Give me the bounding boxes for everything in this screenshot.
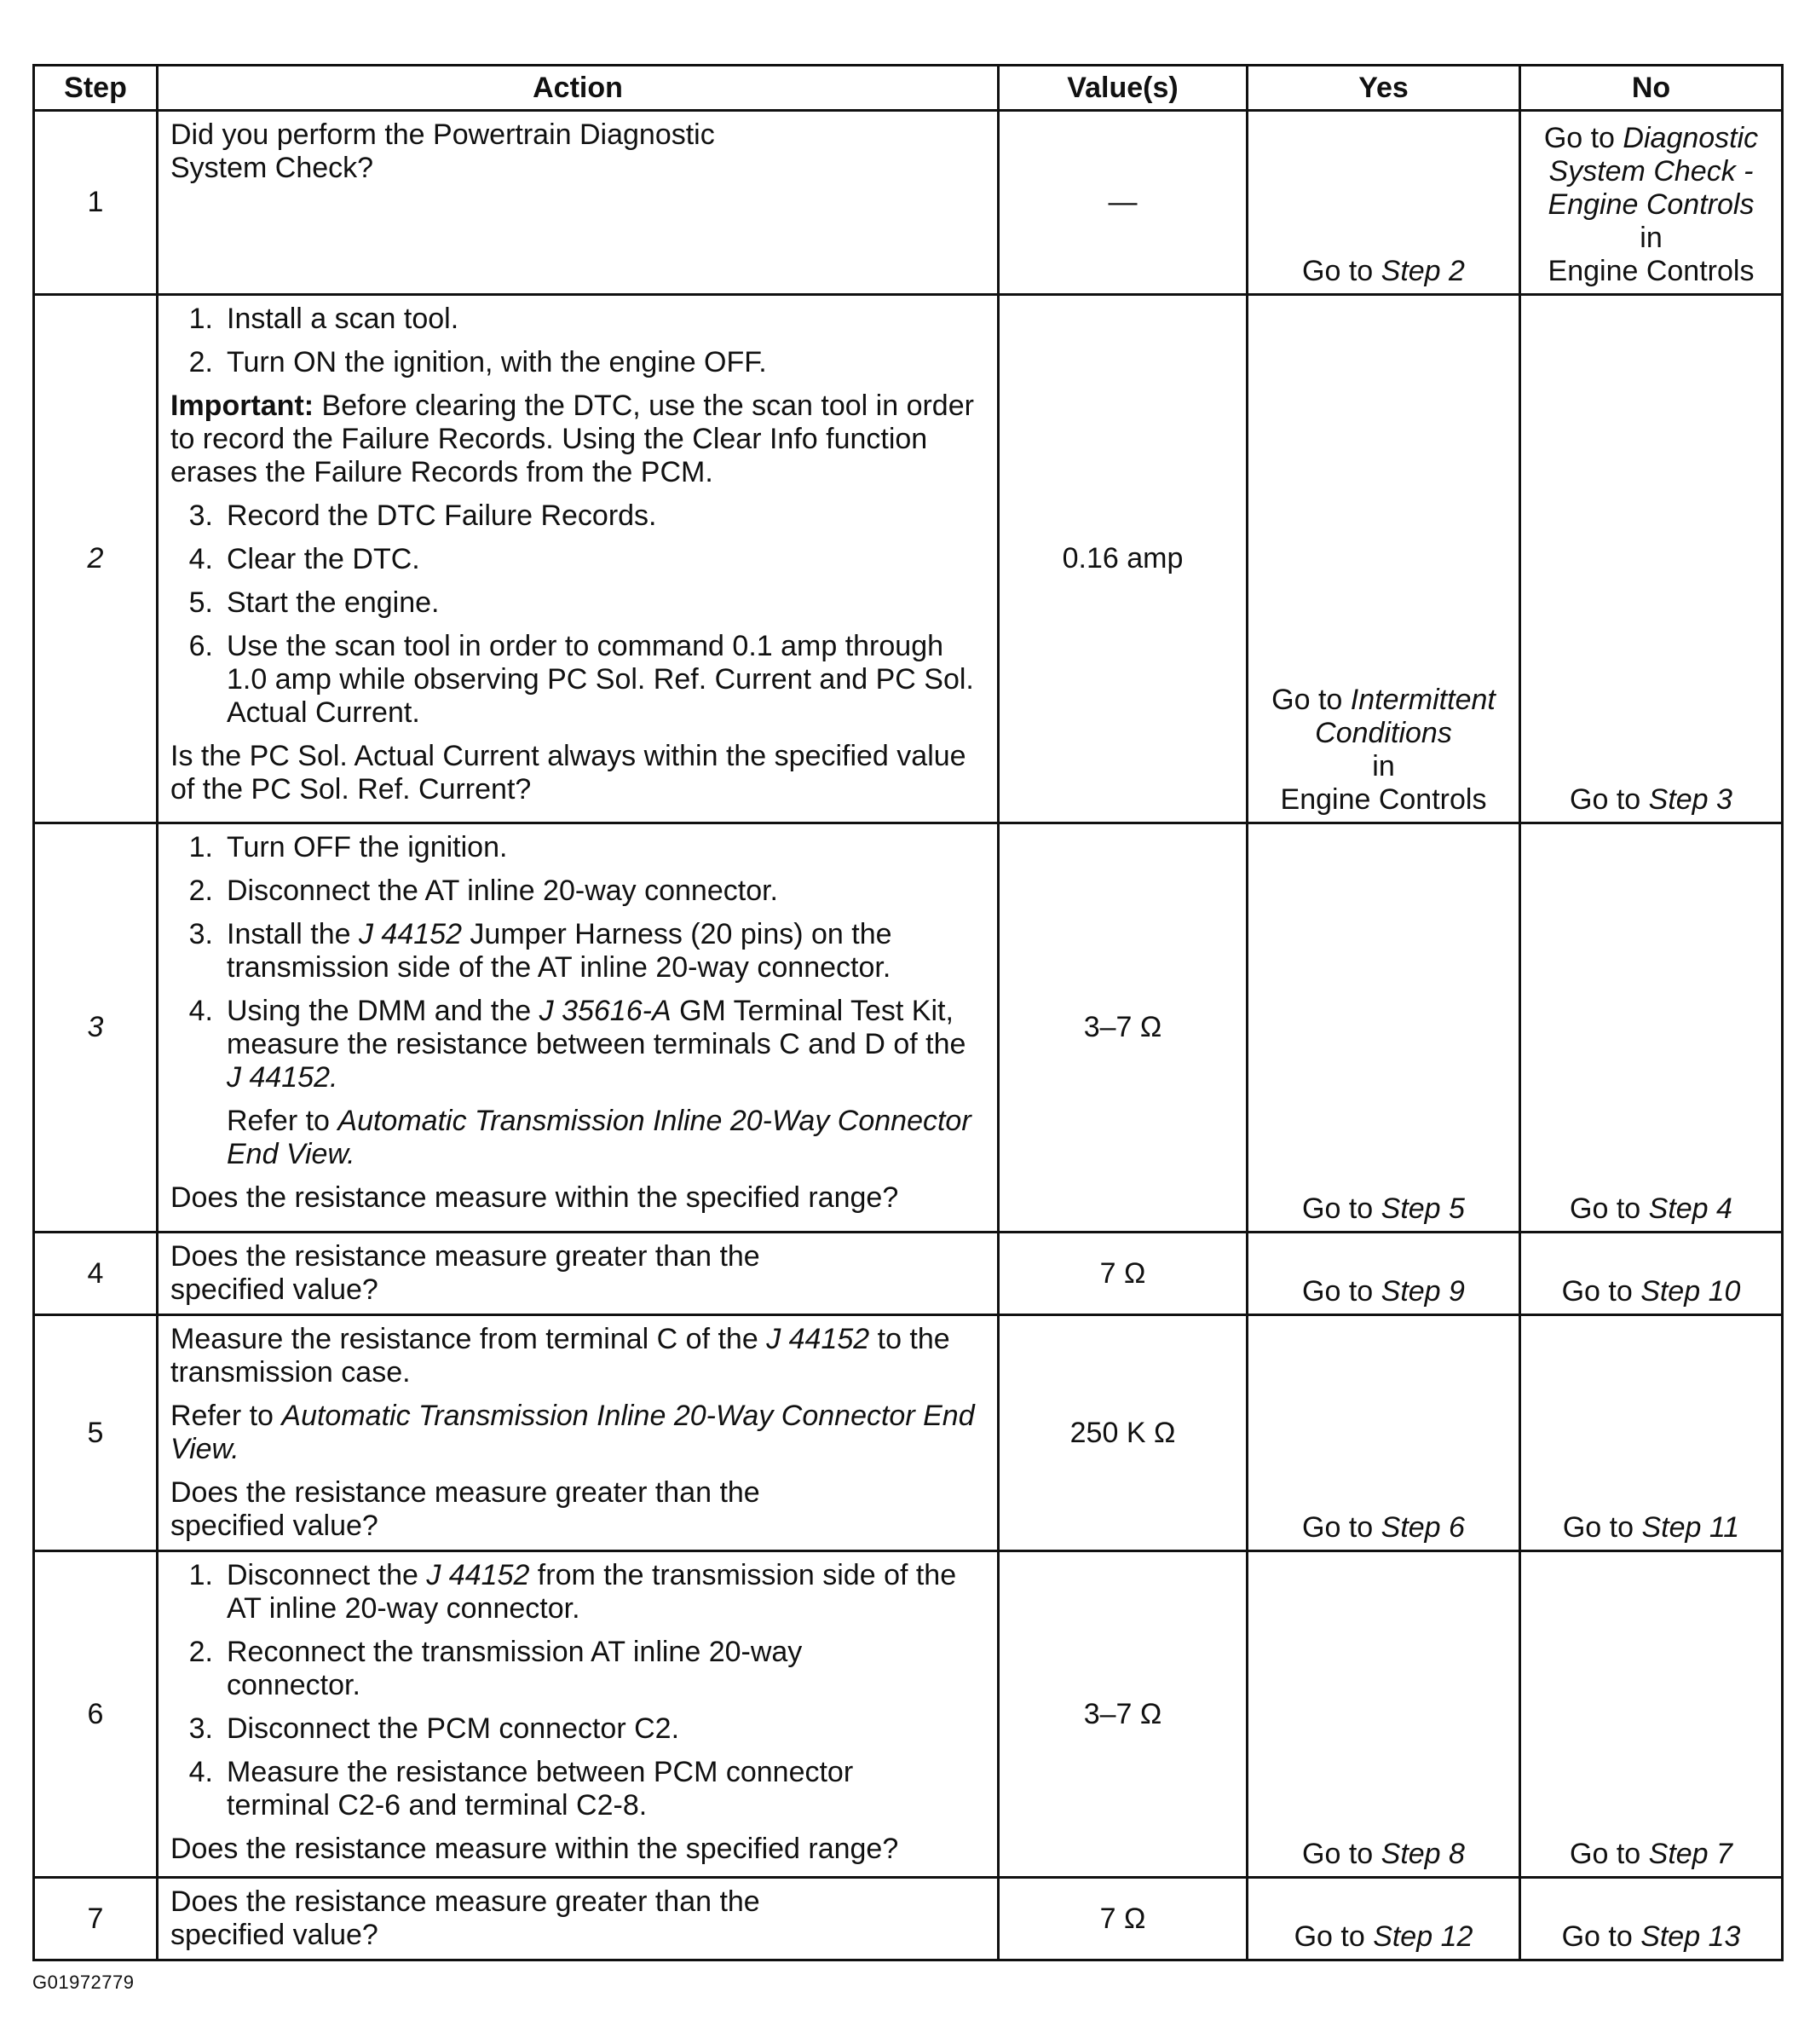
yes-cell	[1248, 1551, 1520, 1878]
list-item	[170, 346, 987, 379]
connector-view-link[interactable]: Automatic Transmission Inline 20-Way Connector End View.	[227, 1105, 971, 1170]
list-number: 2.	[188, 1636, 213, 1668]
list-number: 1.	[188, 831, 213, 863]
step-number: 2	[34, 295, 158, 823]
action-text	[170, 1323, 987, 1389]
list-number: 6.	[188, 630, 213, 662]
no-cell	[1520, 111, 1783, 295]
list-number: 2.	[188, 346, 213, 378]
yes-prefix: Go to	[1271, 684, 1351, 716]
step-number: 6	[34, 1551, 158, 1878]
no-cell	[1520, 1551, 1783, 1878]
tool-reference: J 44152	[358, 918, 462, 950]
list-item	[170, 586, 987, 620]
question-text: Does the resistance measure within the specified range?	[170, 1181, 899, 1214]
diagnostic-table	[32, 64, 1784, 1961]
no-cell	[1520, 1233, 1783, 1315]
step-link[interactable]: Step 10	[1640, 1275, 1741, 1308]
list-number: 3.	[188, 918, 213, 950]
yes-cell	[1248, 1233, 1520, 1315]
header-action: Action	[158, 66, 999, 111]
value-cell: 250 K Ω	[999, 1315, 1248, 1551]
list-number: 3.	[188, 499, 213, 532]
text-segment: Refer to	[170, 1400, 282, 1432]
no-cell	[1520, 1878, 1783, 1960]
step-number: 4	[34, 1233, 158, 1315]
yes-cell	[1248, 111, 1520, 295]
header-yes: Yes	[1248, 66, 1520, 111]
in-text: in	[1640, 222, 1663, 254]
diagnostic-table-container	[32, 64, 1781, 1961]
step-link[interactable]: Step 9	[1381, 1275, 1465, 1308]
question-text: Does the resistance measure greater than the specified value?	[170, 1476, 760, 1542]
table-row-step-3	[34, 823, 1783, 1233]
question-text: Does the resistance measure within the specified range?	[170, 1833, 899, 1865]
important-label: Important:	[170, 390, 314, 422]
text-segment: Refer to	[227, 1105, 338, 1137]
table-row-step-4	[34, 1233, 1783, 1315]
manual-section: Engine Controls	[1280, 783, 1487, 816]
list-item	[170, 1712, 987, 1746]
list-number: 1.	[188, 1559, 213, 1591]
intermittent-conditions-link[interactable]: Intermittent Conditions	[1315, 684, 1496, 749]
value-cell: 0.16 amp	[999, 295, 1248, 823]
action-cell	[158, 295, 999, 823]
step-link[interactable]: Step 6	[1381, 1511, 1465, 1544]
text-segment: to the transmission case.	[170, 1323, 950, 1389]
list-item	[170, 303, 987, 336]
list-item	[170, 1756, 987, 1822]
tool-reference: J 35616-A	[539, 995, 672, 1027]
list-item	[170, 1636, 987, 1702]
list-number: 2.	[188, 875, 213, 907]
list-text	[227, 995, 987, 1171]
text-segment: Measure the resistance from terminal C of the	[170, 1323, 767, 1355]
list-text: Disconnect the AT inline 20-way connector.	[227, 875, 778, 907]
no-prefix: Go to	[1561, 1275, 1641, 1308]
value-cell: 3–7 Ω	[999, 823, 1248, 1233]
no-prefix: Go to	[1570, 1192, 1649, 1225]
no-prefix: Go to	[1562, 1511, 1642, 1544]
list-text: Turn OFF the ignition.	[227, 831, 508, 863]
tool-reference: J 44152	[426, 1559, 530, 1591]
list-text: Turn ON the ignition, with the engine OFF.	[227, 346, 767, 378]
step-link[interactable]: Step 4	[1648, 1192, 1732, 1225]
value-cell: 3–7 Ω	[999, 1551, 1248, 1878]
step-link[interactable]: Step 2	[1381, 255, 1465, 287]
no-cell	[1520, 1315, 1783, 1551]
list-text: Start the engine.	[227, 586, 440, 619]
yes-prefix: Go to	[1302, 1275, 1381, 1308]
list-item	[170, 995, 987, 1171]
action-cell	[158, 823, 999, 1233]
table-row-step-5	[34, 1315, 1783, 1551]
text-segment: Using the DMM and the	[227, 995, 539, 1027]
action-cell	[158, 1315, 999, 1551]
tool-reference: J 44152	[766, 1323, 870, 1355]
table-row-step-7	[34, 1878, 1783, 1960]
action-text: Did you perform the Powertrain Diagnostic System Check?	[170, 118, 715, 184]
refer-note	[170, 1400, 987, 1466]
table-row-step-2	[34, 295, 1783, 823]
header-no: No	[1520, 66, 1783, 111]
yes-prefix: Go to	[1302, 1838, 1381, 1870]
header-values: Value(s)	[999, 66, 1248, 111]
list-item	[170, 831, 987, 864]
step-link[interactable]: Step 13	[1640, 1920, 1741, 1953]
question-text: Is the PC Sol. Actual Current always within the specified value of the PC Sol. Ref. Current?	[170, 740, 966, 805]
step-link[interactable]: Step 3	[1648, 783, 1732, 816]
header-step: Step	[34, 66, 158, 111]
list-text: Install a scan tool.	[227, 303, 459, 335]
no-prefix: Go to	[1561, 1920, 1641, 1953]
yes-prefix: Go to	[1294, 1920, 1374, 1953]
action-cell	[158, 1878, 999, 1960]
list-text: Measure the resistance between PCM connector terminal C2-6 and terminal C2-8.	[227, 1756, 854, 1822]
list-number: 1.	[188, 303, 213, 335]
list-number: 4.	[188, 543, 213, 575]
connector-view-link[interactable]: Automatic Transmission Inline 20-Way Connector End View.	[170, 1400, 975, 1465]
action-cell	[158, 1551, 999, 1878]
yes-cell	[1248, 295, 1520, 823]
action-text: Does the resistance measure greater than the specified value?	[170, 1885, 760, 1951]
list-item	[170, 875, 987, 908]
step-link[interactable]: Step 5	[1381, 1192, 1465, 1225]
yes-prefix: Go to	[1302, 1192, 1381, 1225]
list-text: Reconnect the transmission AT inline 20-way connector.	[227, 1636, 803, 1701]
text-segment: Jumper Harness (20 pins) on the transmission side of the AT inline 20-way connector.	[227, 918, 892, 984]
list-item	[170, 630, 987, 730]
yes-cell	[1248, 823, 1520, 1233]
list-text: Disconnect the PCM connector C2.	[227, 1712, 680, 1745]
value-cell: 7 Ω	[999, 1233, 1248, 1315]
in-text: in	[1372, 750, 1395, 782]
text-segment: Disconnect the	[227, 1559, 427, 1591]
list-item	[170, 1559, 987, 1625]
text-segment: from the transmission side of the AT inline 20-way connector.	[227, 1559, 957, 1625]
step-link[interactable]: Step 7	[1648, 1838, 1732, 1870]
important-text: Before clearing the DTC, use the scan tool in order to record the Failure Records. Using the Clear Info function erases the Failure Records from the PCM.	[170, 390, 974, 488]
yes-cell	[1248, 1315, 1520, 1551]
list-item	[170, 543, 987, 576]
refer-note	[227, 1105, 987, 1171]
yes-prefix: Go to	[1302, 255, 1381, 287]
diagnostic-check-link[interactable]: Diagnostic System Check - Engine Controls	[1548, 122, 1759, 221]
step-link[interactable]: Step 11	[1641, 1511, 1740, 1544]
important-note	[170, 390, 987, 489]
table-row-step-1	[34, 111, 1783, 295]
text-segment: GM Terminal Test Kit, measure the resistance between terminals C and D of the	[227, 995, 966, 1060]
no-prefix: Go to	[1570, 1838, 1649, 1870]
action-cell	[158, 1233, 999, 1315]
step-number: 7	[34, 1878, 158, 1960]
list-number: 4.	[188, 995, 213, 1027]
list-number: 5.	[188, 586, 213, 619]
table-header-row	[34, 66, 1783, 111]
manual-section: Engine Controls	[1548, 255, 1755, 287]
list-text: Use the scan tool in order to command 0.1 amp through 1.0 amp while observing PC Sol. Ref. Current and PC Sol. Actual Current.	[227, 630, 974, 729]
list-number: 4.	[188, 1756, 213, 1788]
yes-prefix: Go to	[1302, 1511, 1381, 1544]
step-number: 3	[34, 823, 158, 1233]
list-text: Record the DTC Failure Records.	[227, 499, 657, 532]
list-text: Clear the DTC.	[227, 543, 420, 575]
action-cell	[158, 111, 999, 295]
step-number: 1	[34, 111, 158, 295]
action-text: Does the resistance measure greater than the specified value?	[170, 1240, 760, 1306]
list-text	[227, 918, 987, 984]
figure-id: G01972779	[32, 1972, 135, 1993]
list-item	[170, 499, 987, 533]
value-cell: 7 Ω	[999, 1878, 1248, 1960]
no-prefix: Go to	[1570, 783, 1649, 816]
tool-reference: J 44152.	[227, 1061, 338, 1094]
no-cell	[1520, 295, 1783, 823]
list-item	[170, 918, 987, 984]
step-link[interactable]: Step 12	[1373, 1920, 1473, 1953]
list-text	[227, 1559, 987, 1625]
value-cell: —	[999, 111, 1248, 295]
text-segment: Install the	[227, 918, 359, 950]
no-cell	[1520, 823, 1783, 1233]
no-prefix: Go to	[1543, 122, 1623, 154]
step-number: 5	[34, 1315, 158, 1551]
list-number: 3.	[188, 1712, 213, 1745]
step-link[interactable]: Step 8	[1381, 1838, 1465, 1870]
yes-cell	[1248, 1878, 1520, 1960]
table-row-step-6	[34, 1551, 1783, 1878]
